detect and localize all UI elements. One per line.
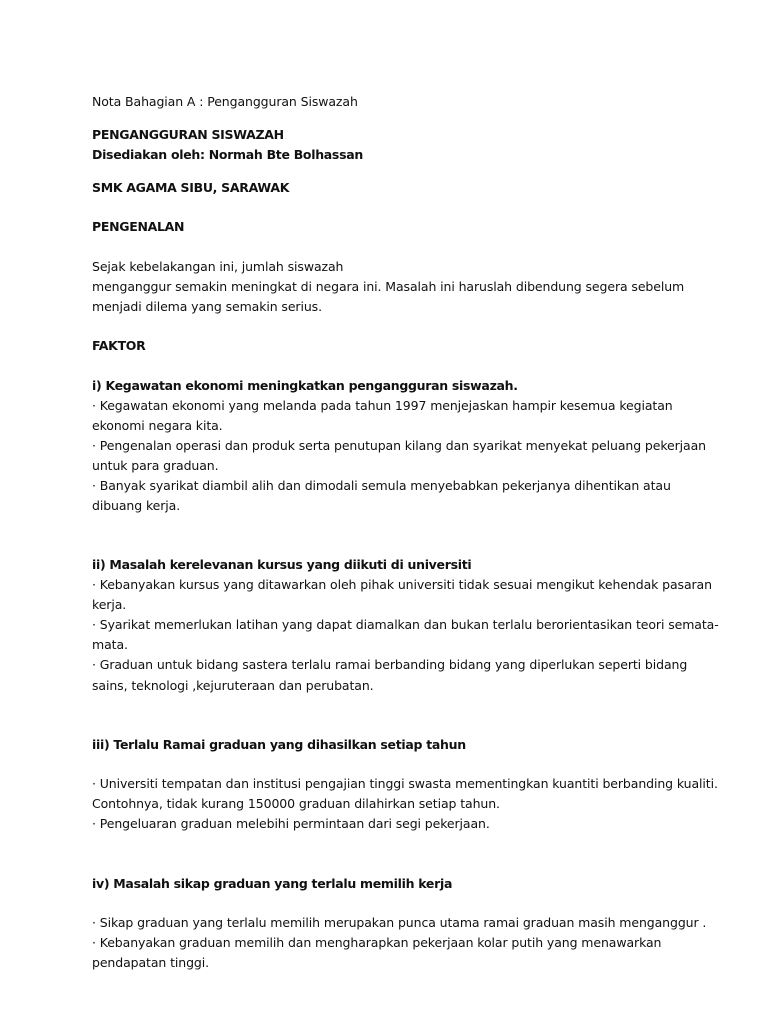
section-heading-pengenalan: PENGENALAN bbox=[92, 219, 185, 234]
factor-2-point-line: mata. bbox=[92, 637, 128, 652]
factor-1-point-line: ekonomi negara kita. bbox=[92, 418, 223, 433]
factor-1-point-line: · Pengenalan operasi dan produk serta penutupan kilang dan syarikat menyekat peluang pekerjaan bbox=[92, 438, 706, 453]
factor-heading-1: i) Kegawatan ekonomi meningkatkan pengangguran siswazah. bbox=[92, 378, 518, 393]
factor-4-point-line: pendapatan tinggi. bbox=[92, 955, 210, 970]
document-header-note: Nota Bahagian A : Pengangguran Siswazah bbox=[92, 94, 358, 109]
factor-1-point-line: · Kegawatan ekonomi yang melanda pada tahun 1997 menjejaskan hampir kesemua kegiatan bbox=[92, 398, 673, 413]
factor-2-point-line: sains, teknologi ,kejuruteraan dan perubatan. bbox=[92, 678, 374, 693]
factor-1-point-line: · Banyak syarikat diambil alih dan dimodali semula menyebabkan pekerjanya dihentikan atau bbox=[92, 478, 671, 493]
paragraph-line: menganggur semakin meningkat di negara ini. Masalah ini haruslah dibendung segera sebelum bbox=[92, 279, 685, 294]
document-title: PENGANGGURAN SISWAZAH bbox=[92, 127, 284, 142]
factor-3-point-line: · Pengeluaran graduan melebihi permintaan dari segi pekerjaan. bbox=[92, 816, 490, 831]
paragraph-line: Sejak kebelakangan ini, jumlah siswazah bbox=[92, 259, 344, 274]
paragraph-line: menjadi dilema yang semakin serius. bbox=[92, 299, 322, 314]
factor-4-point-line: · Sikap graduan yang terlalu memilih merupakan punca utama ramai graduan masih menganggur . bbox=[92, 915, 707, 930]
factor-4-point-line: · Kebanyakan graduan memilih dan mengharapkan pekerjaan kolar putih yang menawarkan bbox=[92, 935, 662, 950]
factor-heading-2: ii) Masalah kerelevanan kursus yang diikuti di universiti bbox=[92, 557, 472, 572]
school-name: SMK AGAMA SIBU, SARAWAK bbox=[92, 180, 290, 195]
factor-2-point-line: · Graduan untuk bidang sastera terlalu ramai berbanding bidang yang diperlukan seperti bidang bbox=[92, 657, 688, 672]
factor-heading-4: iv) Masalah sikap graduan yang terlalu memilih kerja bbox=[92, 876, 453, 891]
factor-1-point-line: untuk para graduan. bbox=[92, 458, 219, 473]
factor-3-point-line: · Universiti tempatan dan institusi pengajian tinggi swasta mementingkan kuantiti berbanding kualiti. bbox=[92, 776, 718, 791]
factor-2-point-line: · Kebanyakan kursus yang ditawarkan oleh pihak universiti tidak sesuai mengikut kehendak pasaran bbox=[92, 577, 712, 592]
factor-1-point-line: dibuang kerja. bbox=[92, 498, 181, 513]
document-author: Disediakan oleh: Normah Bte Bolhassan bbox=[92, 147, 363, 162]
section-heading-faktor: FAKTOR bbox=[92, 338, 146, 353]
factor-2-point-line: · Syarikat memerlukan latihan yang dapat diamalkan dan bukan terlalu berorientasikan teori semata- bbox=[92, 617, 719, 632]
factor-3-point-line: Contohnya, tidak kurang 150000 graduan dilahirkan setiap tahun. bbox=[92, 796, 500, 811]
factor-heading-3: iii) Terlalu Ramai graduan yang dihasilkan setiap tahun bbox=[92, 737, 466, 752]
factor-2-point-line: kerja. bbox=[92, 597, 127, 612]
